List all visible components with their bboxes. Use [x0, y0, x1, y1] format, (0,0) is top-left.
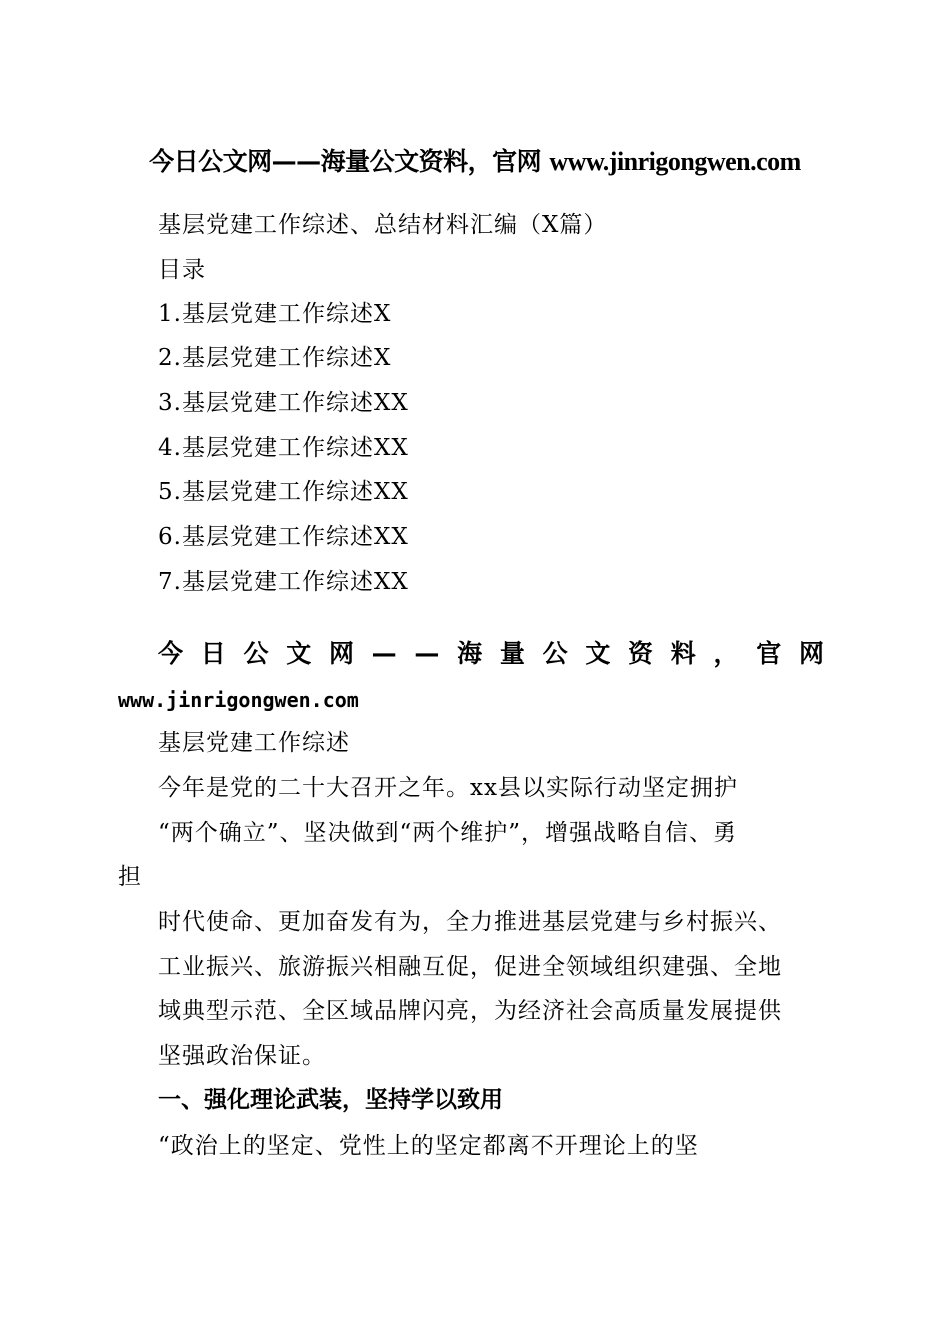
banner-char: 量: [499, 639, 525, 668]
paragraph-line: 工业振兴、旅游振兴相融互促，促进全领域组织建强、全地: [158, 954, 782, 980]
paragraph-line: 坚强政治保证。: [158, 1043, 326, 1069]
toc-item: 6.基层党建工作综述XX: [158, 524, 409, 550]
banner-url: www.jinrigongwen.com: [118, 688, 359, 712]
banner-char: 网: [328, 639, 354, 668]
paragraph-line: 担: [118, 864, 142, 890]
banner-char: 资: [628, 639, 654, 668]
document-title: 基层党建工作综述、总结材料汇编（X篇）: [158, 212, 608, 238]
banner-char: 今: [158, 639, 184, 668]
banner-char: 官: [756, 639, 782, 668]
banner-char: —: [371, 639, 397, 668]
toc-item: 1.基层党建工作综述X: [158, 301, 392, 327]
section-heading: 一、强化理论武装，坚持学以致用: [158, 1087, 503, 1113]
paragraph-line: “两个确立”、坚决做到“两个维护”，增强战略自信、勇: [158, 820, 738, 846]
banner-char: 文: [585, 639, 611, 668]
site-banner-inline: [158, 637, 824, 671]
article-title: 基层党建工作综述: [158, 730, 350, 756]
banner-char: 公: [542, 639, 568, 668]
site-header-banner: [0, 142, 950, 182]
paragraph-line: 域典型示范、全区域品牌闪亮，为经济社会高质量发展提供: [158, 998, 782, 1024]
header-url: www.jinrigongwen.com: [549, 147, 801, 176]
banner-char: 海: [457, 639, 483, 668]
banner-char: —: [414, 639, 440, 668]
section-line: “政治上的坚定、党性上的坚定都离不开理论上的坚: [158, 1133, 699, 1159]
banner-char: 文: [286, 639, 312, 668]
toc-item: 4.基层党建工作综述XX: [158, 435, 409, 461]
paragraph-line: 今年是党的二十大召开之年。xx县以实际行动坚定拥护: [158, 775, 738, 801]
toc-label: 目录: [158, 257, 206, 283]
banner-char: 日: [200, 639, 226, 668]
banner-char: 料: [670, 639, 696, 668]
banner-char: ，: [713, 639, 739, 668]
paragraph-line: 时代使命、更加奋发有为，全力推进基层党建与乡村振兴、: [158, 909, 782, 935]
toc-item: 3.基层党建工作综述XX: [158, 390, 409, 416]
banner-char: 公: [243, 639, 269, 668]
banner-char: 网: [798, 639, 824, 668]
toc-item: 5.基层党建工作综述XX: [158, 479, 409, 505]
toc-item: 2.基层党建工作综述X: [158, 345, 392, 371]
toc-item: 7.基层党建工作综述XX: [158, 569, 409, 595]
header-text: 今日公文网——海量公文资料，官网: [149, 147, 550, 176]
